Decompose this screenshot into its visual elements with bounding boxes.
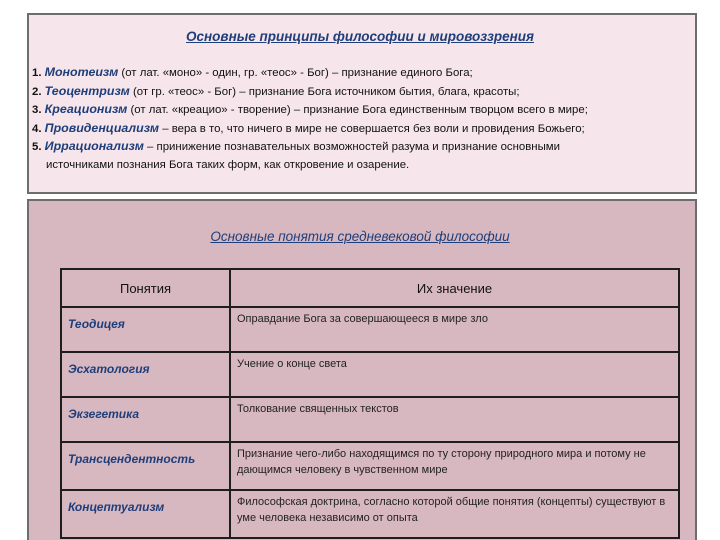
principle-text: (от лат. «моно» - один, гр. «теос» - Бог) – признание единого Бога;: [118, 67, 473, 79]
principle-term: Провиденциализм: [44, 120, 160, 135]
principle-text: – вера в то, что ничего в мире не совершается без воли и провидения Божьего;: [159, 122, 585, 135]
principle-number: 5.: [32, 141, 42, 154]
principle-text: (от лат. «креацио» - творение) – признание Бога единственным творцом всего в мире;: [127, 104, 588, 117]
concept-term: Концептуализм: [61, 490, 230, 538]
concept-meaning: Оправдание Бога за совершающееся в мире зло: [230, 307, 679, 352]
table-header-row: [61, 269, 679, 307]
principle-number: 3.: [32, 104, 42, 117]
concept-meaning: Философская доктрина, согласно которой общие понятия (концепты) существуют в уме человека независимо от опыта: [230, 490, 679, 538]
principle-item: [32, 64, 692, 83]
concept-term: Трансцендентность: [61, 442, 230, 490]
concept-meaning: Учение о конце света: [230, 352, 679, 397]
concepts-title: Основные понятия средневековой философии: [210, 229, 510, 244]
principle-number: 1.: [32, 67, 42, 79]
principle-item: [32, 120, 692, 139]
concept-term: Теодицея: [61, 307, 230, 352]
principle-text-continued: источниками познания Бога таких форм, как откровение и озарение.: [46, 158, 410, 171]
principles-list: [32, 64, 692, 175]
concept-term: Эсхатология: [61, 352, 230, 397]
principles-title: Основные принципы философии и мировоззрения: [186, 29, 534, 44]
column-header-meaning: Их значение: [230, 269, 679, 307]
principle-item: [32, 83, 692, 102]
concepts-table: [60, 268, 680, 539]
column-header-term: Понятия: [61, 269, 230, 307]
concept-meaning: Толкование священных текстов: [230, 397, 679, 442]
table-row: [61, 397, 679, 442]
principle-number: 4.: [32, 122, 42, 135]
principle-item: [32, 138, 692, 174]
principle-term: Монотеизм: [44, 65, 119, 79]
table-row: [61, 307, 679, 352]
table-row: [61, 352, 679, 397]
principle-term: Теоцентризм: [44, 83, 130, 98]
concept-meaning: Признание чего-либо находящимся по ту сторону природного мира и потому не дающимся человеку в чувственном мире: [230, 442, 679, 490]
principle-text: (от гр. «теос» - Бог) – признание Бога источником бытия, блага, красоты;: [129, 85, 520, 98]
table-row: [61, 442, 679, 490]
principle-item: [32, 101, 692, 120]
concept-term: Экзегетика: [61, 397, 230, 442]
principle-term: Креационизм: [44, 102, 128, 117]
principle-number: 2.: [32, 85, 42, 98]
principle-term: Иррационализм: [44, 139, 144, 154]
table-row: [61, 490, 679, 538]
principle-text: – принижение познавательных возможностей разума и признание основными: [143, 141, 560, 154]
